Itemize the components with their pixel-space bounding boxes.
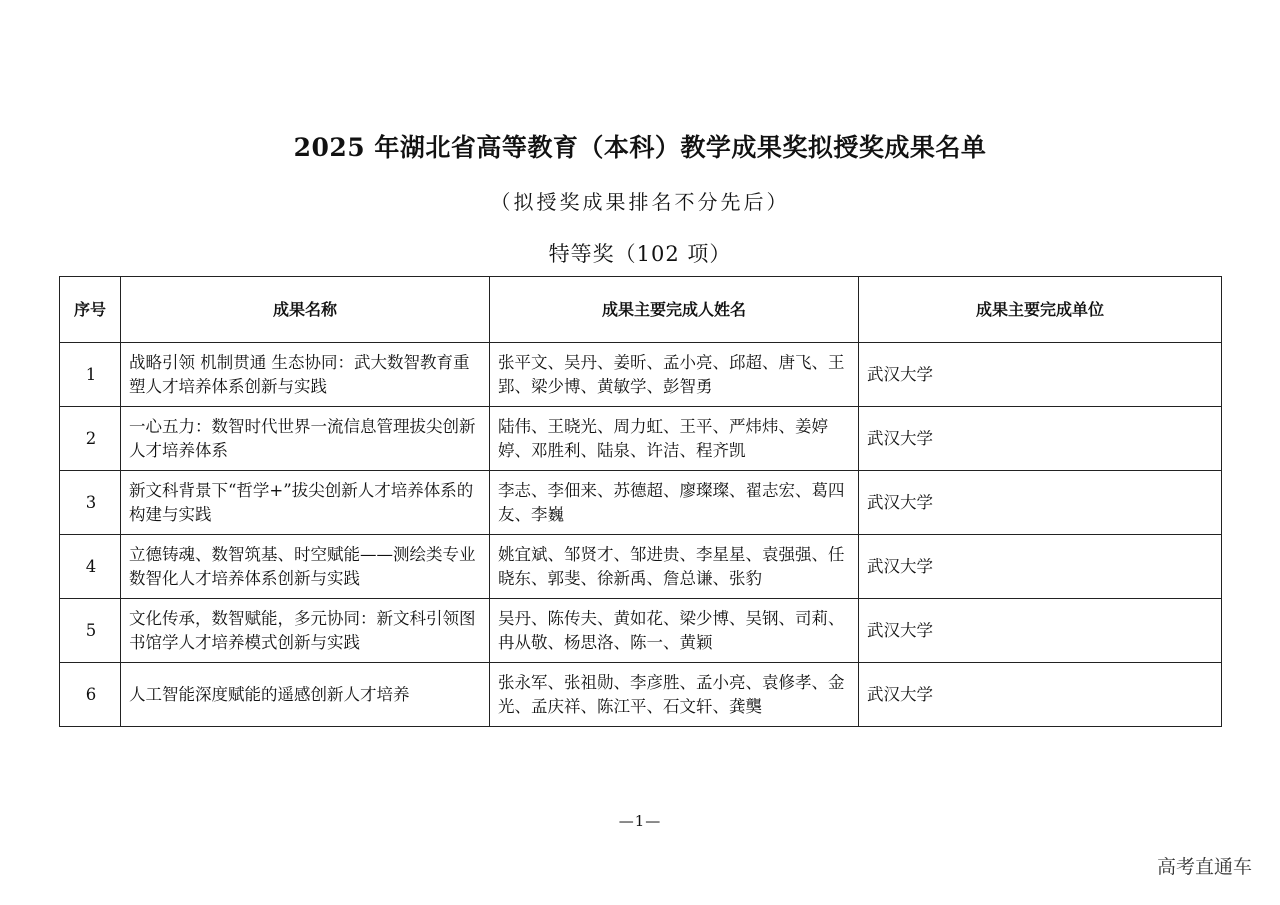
cell-unit: 武汉大学	[859, 599, 1222, 663]
cell-name: 战略引领 机制贯通 生态协同：武大数智教育重塑人才培养体系创新与实践	[121, 343, 490, 407]
header-unit: 成果主要完成单位	[859, 277, 1222, 343]
awards-table	[59, 276, 1222, 727]
document-title: 2025 年湖北省高等教育（本科）教学成果奖拟授奖成果名单	[293, 133, 987, 162]
section-title: 特等奖（102 项）	[548, 242, 732, 266]
document-subtitle: （拟授奖成果排名不分先后）	[490, 190, 790, 214]
cell-people: 李志、李佃来、苏德超、廖璨璨、翟志宏、葛四友、李巍	[490, 471, 859, 535]
table-row	[60, 535, 1222, 599]
table-header-row	[60, 277, 1222, 343]
cell-people: 吴丹、陈传夫、黄如花、梁少博、吴钢、司莉、冉从敬、杨思洛、陈一、黄颖	[490, 599, 859, 663]
cell-unit: 武汉大学	[859, 471, 1222, 535]
cell-seq: 5	[60, 599, 121, 663]
table-row	[60, 471, 1222, 535]
cell-people: 陆伟、王晓光、周力虹、王平、严炜炜、姜婷婷、邓胜利、陆泉、许洁、程齐凯	[490, 407, 859, 471]
header-people: 成果主要完成人姓名	[490, 277, 859, 343]
cell-name: 一心五力：数智时代世界一流信息管理拔尖创新人才培养体系	[121, 407, 490, 471]
cell-people: 张永军、张祖勋、李彦胜、孟小亮、袁修孝、金光、孟庆祥、陈江平、石文轩、龚龑	[490, 663, 859, 727]
cell-seq: 1	[60, 343, 121, 407]
table-row	[60, 599, 1222, 663]
page-number: —1—	[618, 812, 662, 830]
table-row	[60, 343, 1222, 407]
header-name: 成果名称	[121, 277, 490, 343]
cell-people: 姚宜斌、邹贤才、邹进贵、李星星、袁强强、任晓东、郭斐、徐新禹、詹总谦、张豹	[490, 535, 859, 599]
cell-name: 文化传承，数智赋能，多元协同：新文科引领图书馆学人才培养模式创新与实践	[121, 599, 490, 663]
cell-name: 人工智能深度赋能的遥感创新人才培养	[121, 663, 490, 727]
cell-unit: 武汉大学	[859, 535, 1222, 599]
cell-name: 新文科背景下“哲学+”拔尖创新人才培养体系的构建与实践	[121, 471, 490, 535]
cell-name: 立德铸魂、数智筑基、时空赋能——测绘类专业数智化人才培养体系创新与实践	[121, 535, 490, 599]
cell-unit: 武汉大学	[859, 407, 1222, 471]
cell-people: 张平文、吴丹、姜昕、孟小亮、邱超、唐飞、王郢、梁少博、黄敏学、彭智勇	[490, 343, 859, 407]
header-seq: 序号	[60, 277, 121, 343]
cell-seq: 3	[60, 471, 121, 535]
table-row	[60, 407, 1222, 471]
cell-seq: 6	[60, 663, 121, 727]
table-row	[60, 663, 1222, 727]
cell-seq: 4	[60, 535, 121, 599]
watermark-logo-text: 高考直通车	[1156, 856, 1252, 878]
cell-seq: 2	[60, 407, 121, 471]
cell-unit: 武汉大学	[859, 663, 1222, 727]
cell-unit: 武汉大学	[859, 343, 1222, 407]
